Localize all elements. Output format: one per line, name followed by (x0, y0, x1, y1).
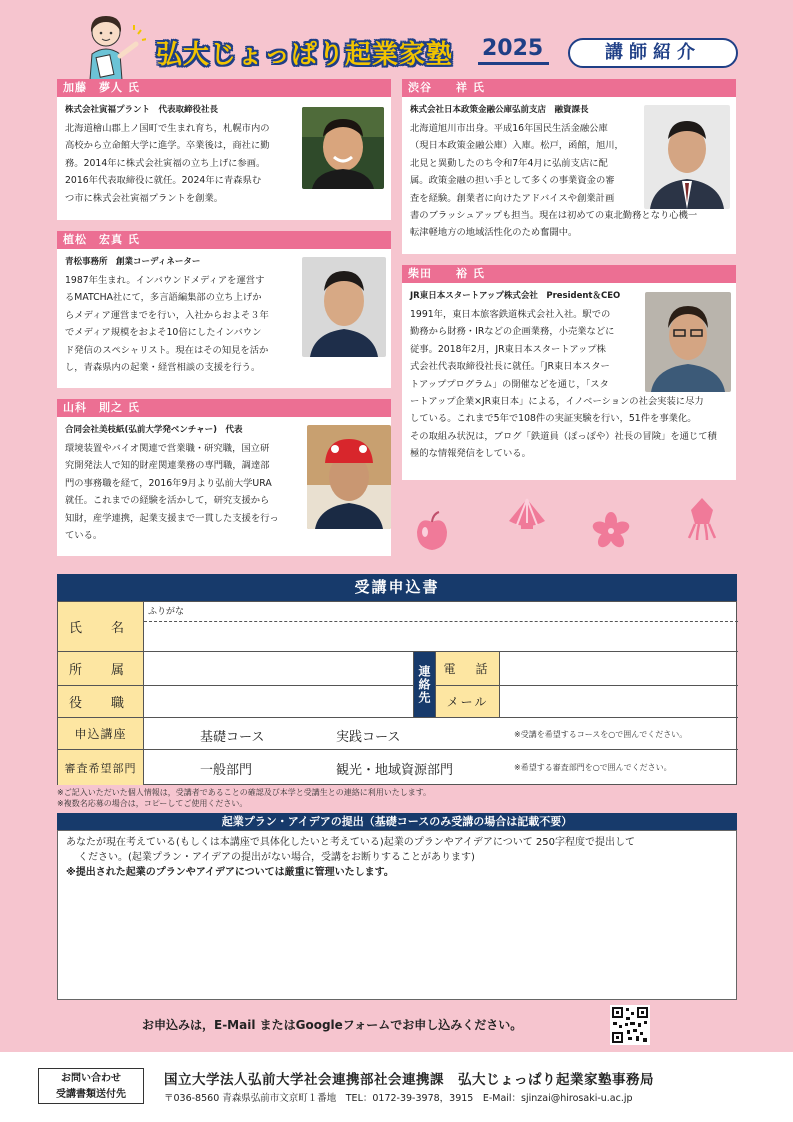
affiliation-field[interactable] (144, 652, 414, 686)
contact-label: 連絡先 (414, 652, 436, 718)
contact-label-box: お問い合わせ 受講書類送付先 (38, 1068, 144, 1104)
instructor-name: 植松 宏真 氏 (57, 231, 391, 249)
instructor-photo (644, 105, 730, 209)
section-badge: 講師紹介 (568, 38, 738, 68)
instructor-name: 加藤 夢人 氏 (57, 79, 391, 97)
instructor-card-yamashina (57, 399, 391, 556)
plan-title: 起業プラン・アイデアの提出（基礎コースのみ受講の場合は記載不要） (57, 813, 737, 830)
instructor-org: 合同会社美枝紙(弘前大学発ベンチャー) 代表 (65, 425, 243, 435)
instructor-photo (302, 107, 384, 189)
header (0, 0, 793, 78)
name-field[interactable] (144, 602, 738, 652)
course-label: 申込講座 (58, 718, 144, 750)
furigana-label: ふりがな (144, 602, 738, 622)
phone-field[interactable] (500, 652, 738, 686)
instructor-photo (302, 257, 386, 357)
course-basic-option[interactable]: 基礎コース (200, 730, 265, 745)
instructor-bio: 北海道旭川市出身。平成16年国民生活金融公庫 （現日本政策金融公庫）入庫。松戸，函館，旭川， 北見と異動したのち令和7年4月に弘前支店に配 属。政策金融の担い手として多くの事業資金の審 査を経験。創業者に向けたアドバイスや創業計画 書のブラッシュアップも担当。現在は初めての東北勤務となり心機一 転津軽地方の地域活性化のため奮闘中。 (410, 123, 698, 239)
footer (0, 1052, 793, 1122)
plan-instruction: あなたが現在考えている(もしくは本講座で具体化したいと考えている)起業のプランやアイデアについて 250字程度で提出して (66, 837, 635, 848)
application-form (57, 601, 737, 785)
apply-instructions: お申込みは，E-Mail またはGoogleフォームでお申し込みください。 (142, 1018, 523, 1032)
instructor-org: JR東日本スタートアップ株式会社 President＆CEO (410, 291, 621, 301)
position-label: 役 職 (58, 686, 144, 718)
instructor-photo (645, 292, 731, 392)
review-note: ※希望する審査部門を○で囲んでください。 (514, 763, 672, 772)
instructor-bio: 環境装置やバイオ関連で営業職・研究職，国立研 究開発法人で知的財産関連業務の専門職，調達部 門の事務職を経て，2016年9月より弘前大学URA 就任。これまでの経験を活かして，研究支援から 知財，産学連携，起業支援まで一貫した支援を行っ ている。 (65, 443, 279, 542)
qr-code-icon[interactable] (610, 1005, 650, 1045)
plan-security-note: ※提出された起業のプランやアイデアについては厳重に管理いたします。 (66, 867, 394, 878)
course-note: ※受講を希望するコースを○で囲んでください。 (514, 730, 688, 739)
instructor-bio: 北海道檜山郡上ノ国町で生まれ育ち，札幌市内の 高校から立命館大学に進学。卒業後は，商社に勤 務。2014年に株式会社寅福の立ち上げに参画。 2016年代表取締役に就任。2024年に青森県む つ市に株式会社寅福プラントを創業。 (65, 123, 270, 204)
program-title: 弘大じょっぱり起業家塾 (156, 40, 454, 70)
footer-organization: 国立大学法人弘前大学社会連携部社会連携課 弘大じょっぱり起業家塾事務局 (164, 1072, 654, 1088)
course-options (144, 718, 738, 750)
instructor-name: 渋谷 祥 氏 (402, 79, 736, 97)
instructor-org: 株式会社寅福プラント 代表取締役社長 (65, 105, 219, 115)
instructor-org: 青松事務所 創業コーディネーター (65, 257, 201, 267)
instructor-name: 山科 則之 氏 (57, 399, 391, 417)
course-practice-option[interactable]: 実践コース (336, 730, 401, 745)
scallop-icon (505, 495, 549, 531)
instructor-photo (307, 425, 391, 529)
privacy-note: ※ご記入いただいた個人情報は，受講者であることの確認及び本学と受講生との連絡に利用いたします。 (57, 788, 432, 797)
mail-label: メール (436, 686, 500, 718)
review-label: 審査希望部門 (58, 750, 144, 785)
phone-label: 電 話 (436, 652, 500, 686)
instructor-org: 株式会社日本政策金融公庫弘前支店 融資課長 (410, 105, 589, 115)
instructor-card-kato (57, 79, 391, 220)
copy-note: ※複数名応募の場合は，コピーしてご使用ください。 (57, 799, 248, 808)
instructor-name: 柴田 裕 氏 (402, 265, 736, 283)
affiliation-label: 所 属 (58, 652, 144, 686)
apple-icon (413, 510, 451, 552)
review-general-option[interactable]: 一般部門 (200, 763, 253, 778)
cherry-blossom-icon (592, 512, 630, 550)
plan-textarea[interactable] (57, 830, 737, 1000)
form-title: 受講申込書 (57, 574, 737, 601)
instructor-bio: 1991年，東日本旅客鉄道株式会社入社。駅での 勤務から財務・IRなどの企画業務，小売業などに 従事。2018年2月，JR東日本スタートアップ株 式会社代表取締役社長に就任。「JR東日本スター トアッププログラム」の開催などを通じ，「スタ ートアップ企業×JR東日本」による，イノベーションの社会実装に尽力 している。これまで5年で108件の実証実験を行い，51件を事業化。 その取組み状況は，ブログ「鉄道員（ぽっぽや）社長の冒険」を通じて積 極的な情報発信をしている。 (410, 309, 717, 460)
program-year: 2025 (478, 36, 549, 65)
review-tourism-option[interactable]: 観光・地域資源部門 (336, 763, 454, 778)
instructor-bio: 1987年生まれ。インバウンドメディアを運営す るMATCHA社にて，多言語編集部の立ち上げか らメディア運営までを行い，入社からおよそ３年 でメディア規模をおよそ10倍にしたインバウン ド発信のスペシャリスト。現在はその知見を活か し，青森県内の起業・経営相談の支援を行う。 (65, 275, 269, 374)
mascot-illustration (76, 10, 146, 82)
name-label: 氏 名 (58, 602, 144, 652)
instructor-card-shibata (402, 265, 736, 480)
position-field[interactable] (144, 686, 414, 718)
mail-field[interactable] (500, 686, 738, 718)
instructor-card-shibuya (402, 79, 736, 254)
instructor-card-uematsu (57, 231, 391, 388)
review-options (144, 750, 738, 785)
footer-address: 〒036-8560 青森県弘前市文京町１番地 TEL：0172-39-3978，3915 E-Mail：sjinzai@hirosaki-u.ac.jp (164, 1093, 633, 1104)
plan-instruction-2: ください。(起業プラン・アイデアの提出がない場合，受講をお断りすることがあります) (78, 852, 475, 863)
squid-icon (685, 496, 719, 540)
